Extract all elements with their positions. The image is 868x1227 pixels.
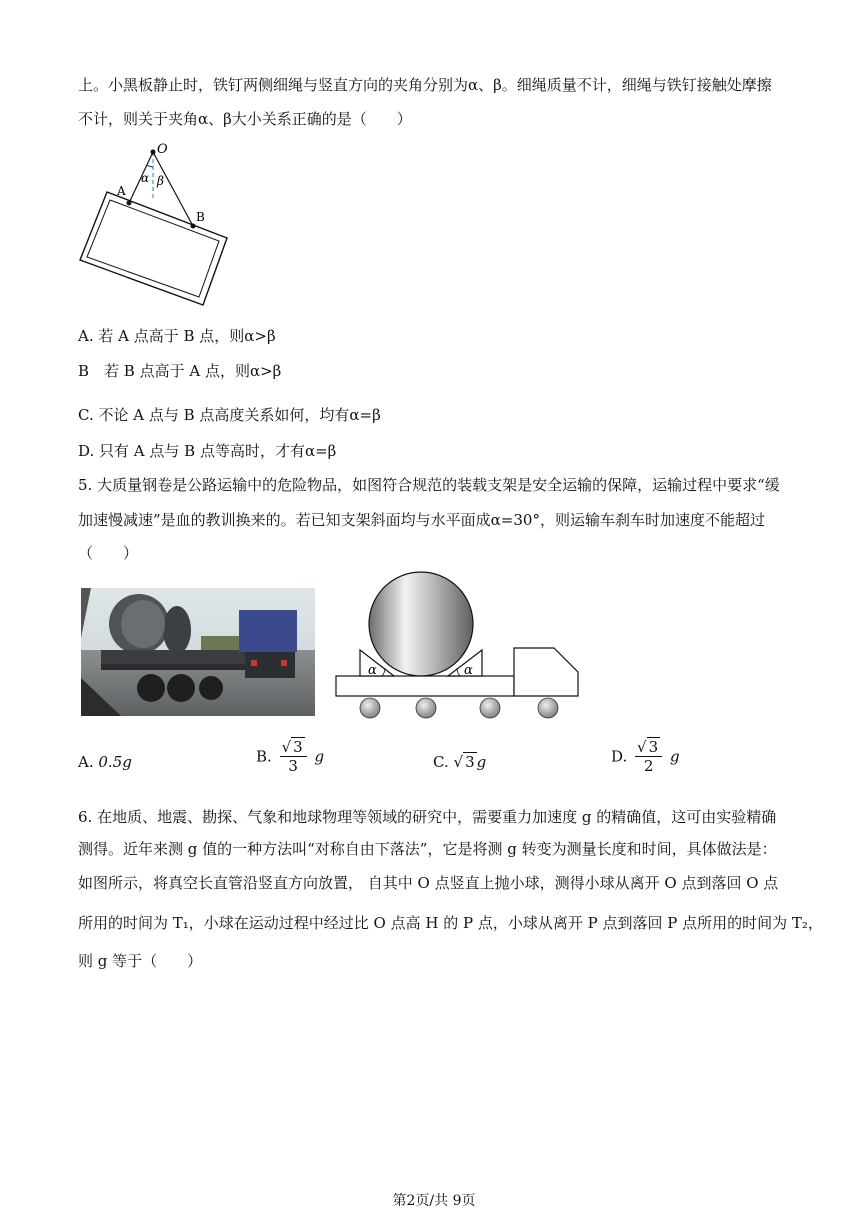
q4-option-b: B 若 B 点高于 A 点，则α>β: [78, 362, 282, 380]
wheel: [480, 698, 500, 718]
q4-text-line1: 上。小黑板静止时，铁钉两侧细绳与竖直方向的夹角分别为α、β。细绳质量不计，细绳与铁钉接触处摩擦: [78, 76, 772, 94]
label-b: B: [196, 210, 205, 224]
q4-option-c: C. 不论 A 点与 B 点高度关系如何，均有α=β: [78, 406, 381, 424]
q5-text-line1: 5. 大质量钢卷是公路运输中的危险物品，如图符合规范的装载支架是安全运输的保障，运输过程中要求“缓: [78, 476, 780, 494]
denominator: 2: [643, 757, 654, 775]
board-outer: [80, 192, 227, 305]
option-unit: g: [314, 747, 325, 766]
radicand: 3: [648, 738, 659, 756]
q5-option-d: [611, 738, 680, 775]
fraction: $\frac{√ 3}{2}$: [635, 738, 662, 775]
page-number: 第2页/共 9页: [392, 1193, 476, 1209]
q5-truck-schematic: [334, 566, 582, 722]
point-b: [191, 224, 196, 229]
steel-coil-truck-photo: [81, 588, 315, 716]
label-alpha: α: [141, 171, 150, 185]
truck-bed: [336, 676, 514, 696]
wheel: [360, 698, 380, 718]
option-label: B.: [256, 747, 272, 766]
q5-text-line2: 加速慢减速”是血的教训换来的。若已知支架斜面均与水平面成α=30°，则运输车刹车时加速度不能超过: [78, 511, 765, 529]
radicand: 3: [465, 753, 475, 771]
label-alpha-left: α: [368, 663, 377, 678]
q6-text-line5: 则 g 等于（ ）: [78, 952, 203, 970]
q6-text-line4: 所用的时间为 T₁，小球在运动过程中经过比 O 点高 H 的 P 点，小球从离开 P 点到落回 P 点所用的时间为 T₂，: [78, 914, 823, 932]
steel-coil: [369, 572, 473, 676]
fraction: $\frac{√ 3}{3}$: [280, 738, 307, 775]
label-a: A: [117, 184, 126, 198]
q5-option-c: C. √ 3 g: [433, 753, 487, 771]
q4-board-figure: [75, 140, 235, 310]
q4-text-line2: 不计，则关于夹角α、β大小关系正确的是（ ）: [78, 110, 412, 128]
string-ob: [153, 152, 193, 226]
nail-point-o: [151, 150, 156, 155]
label-o: O: [157, 142, 168, 157]
point-a: [127, 201, 132, 206]
q4-option-a: A. 若 A 点高于 B 点，则α>β: [78, 327, 276, 345]
option-unit: g: [476, 753, 487, 771]
radicand: 3: [293, 738, 303, 756]
q4-option-d: D. 只有 A 点与 B 点等高时，才有α=β: [78, 442, 337, 460]
option-label: D.: [611, 747, 628, 766]
q6-text-line1: 6. 在地质、地震、勘探、气象和地球物理等领域的研究中，需要重力加速度 g 的精确值，这可由实验精确: [78, 808, 777, 826]
alpha-arc: [147, 165, 154, 167]
q6-text-line3: 如图所示，将真空长直管沿竖直方向放置， 自其中 O 点竖直上抛小球，测得小球从离开 O 点到落回 O 点: [78, 874, 779, 892]
truck-cab: [514, 648, 578, 696]
option-unit: g: [669, 747, 680, 766]
option-label: C.: [433, 753, 449, 771]
option-value: 0.5g: [98, 753, 132, 771]
q5-option-a: [78, 753, 132, 771]
q5-text-line3: （ ）: [78, 544, 139, 562]
q5-option-b: [256, 738, 324, 775]
denominator: 3: [288, 757, 298, 775]
q6-text-line2: 测得。近年来测 g 值的一种方法叫“对称自由下落法”，它是将测 g 转变为测量长度和时间，具体做法是：: [78, 840, 777, 858]
wheel: [416, 698, 436, 718]
wheel: [538, 698, 558, 718]
option-label: A.: [78, 753, 94, 771]
label-beta: β: [157, 174, 164, 188]
label-alpha-right: α: [464, 663, 473, 678]
